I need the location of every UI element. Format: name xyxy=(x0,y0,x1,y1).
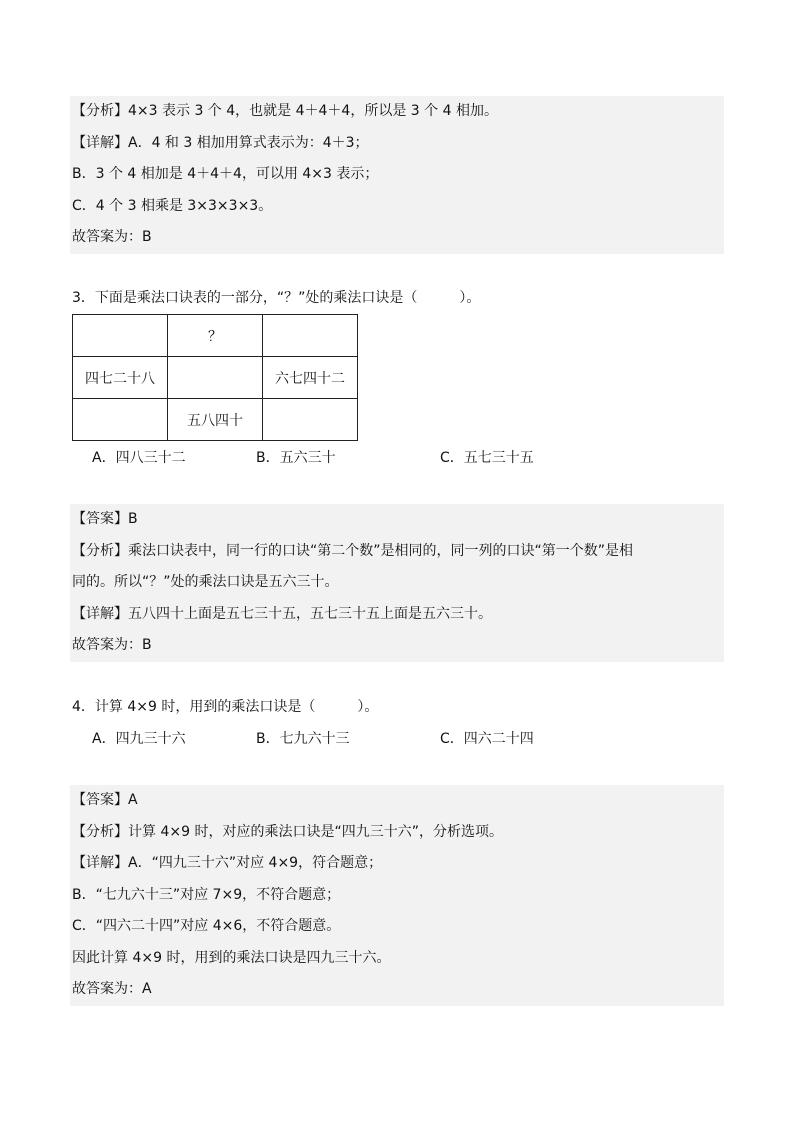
q3-conclusion: 故答案为：B xyxy=(72,637,152,653)
q4-detail-b: B．“七九六十三”对应 7×9，不符合题意； xyxy=(72,886,341,903)
table-row xyxy=(73,315,358,357)
q4-option-a: A．四九三十六 xyxy=(92,731,186,747)
q3-answer-block xyxy=(70,504,724,662)
q3-question: 3．下面是乘法口诀表的一部分，“？”处的乘法口诀是（ ）。 xyxy=(72,290,481,306)
q4-answer: 【答案】A xyxy=(72,792,138,808)
q2-answer-block xyxy=(70,96,724,254)
q4-answer-block xyxy=(70,785,724,1006)
table-cell: 五八四十 xyxy=(168,399,263,441)
q4-options xyxy=(92,727,732,751)
table-cell xyxy=(168,357,263,399)
q3-option-c: C．五七三十五 xyxy=(440,450,534,466)
q4-question: 4．计算 4×9 时，用到的乘法口诀是（ ）。 xyxy=(72,699,379,715)
q3-multiplication-table xyxy=(72,314,358,441)
table-cell: 四七二十八 xyxy=(73,357,168,399)
q4-option-b: B．七九六十三 xyxy=(256,731,350,747)
q3-option-a: A．四八三十二 xyxy=(92,450,186,466)
q3-options xyxy=(92,446,732,470)
q3-option-b: B．五六三十 xyxy=(256,450,336,466)
q3-analysis: 【分析】乘法口诀表中，同一行的口诀“第二个数”是相同的，同一列的口诀“第一个数”是相 xyxy=(72,542,634,559)
table-cell xyxy=(73,399,168,441)
q2-detail-b: B．3 个 4 相加是 4＋4＋4，可以用 4×3 表示； xyxy=(72,166,379,182)
table-cell-question-mark: ？ xyxy=(168,315,263,357)
q4-detail-c: C．“四六二十四”对应 4×6，不符合题意。 xyxy=(72,918,341,934)
q3-detail: 【详解】五八四十上面是五七三十五，五七三十五上面是五六三十。 xyxy=(72,605,492,622)
q4-analysis: 【分析】计算 4×9 时，对应的乘法口诀是“四九三十六”，分析选项。 xyxy=(72,823,503,840)
q3-analysis-cont: 同的。所以“？”处的乘法口诀是五六三十。 xyxy=(72,574,339,590)
table-cell xyxy=(263,315,358,357)
q4-summary: 因此计算 4×9 时，用到的乘法口诀是四九三十六。 xyxy=(72,949,391,966)
q4-option-c: C．四六二十四 xyxy=(440,731,534,747)
q2-detail-c: C．4 个 3 相乘是 3×3×3×3。 xyxy=(72,197,273,214)
q4-conclusion: 故答案为：A xyxy=(72,981,152,997)
table-row xyxy=(73,399,358,441)
q2-conclusion: 故答案为：B xyxy=(72,229,152,245)
table-row xyxy=(73,357,358,399)
q2-detail: 【详解】A．4 和 3 相加用算式表示为：4＋3； xyxy=(72,134,369,151)
table-cell xyxy=(263,399,358,441)
q4-detail-a: 【详解】A．“四九三十六”对应 4×9，符合题意； xyxy=(72,855,383,871)
q2-analysis: 【分析】4×3 表示 3 个 4，也就是 4＋4＋4，所以是 3 个 4 相加。 xyxy=(72,103,498,119)
q3-answer: 【答案】B xyxy=(72,511,138,527)
table-cell: 六七四十二 xyxy=(263,357,358,399)
table-cell xyxy=(73,315,168,357)
